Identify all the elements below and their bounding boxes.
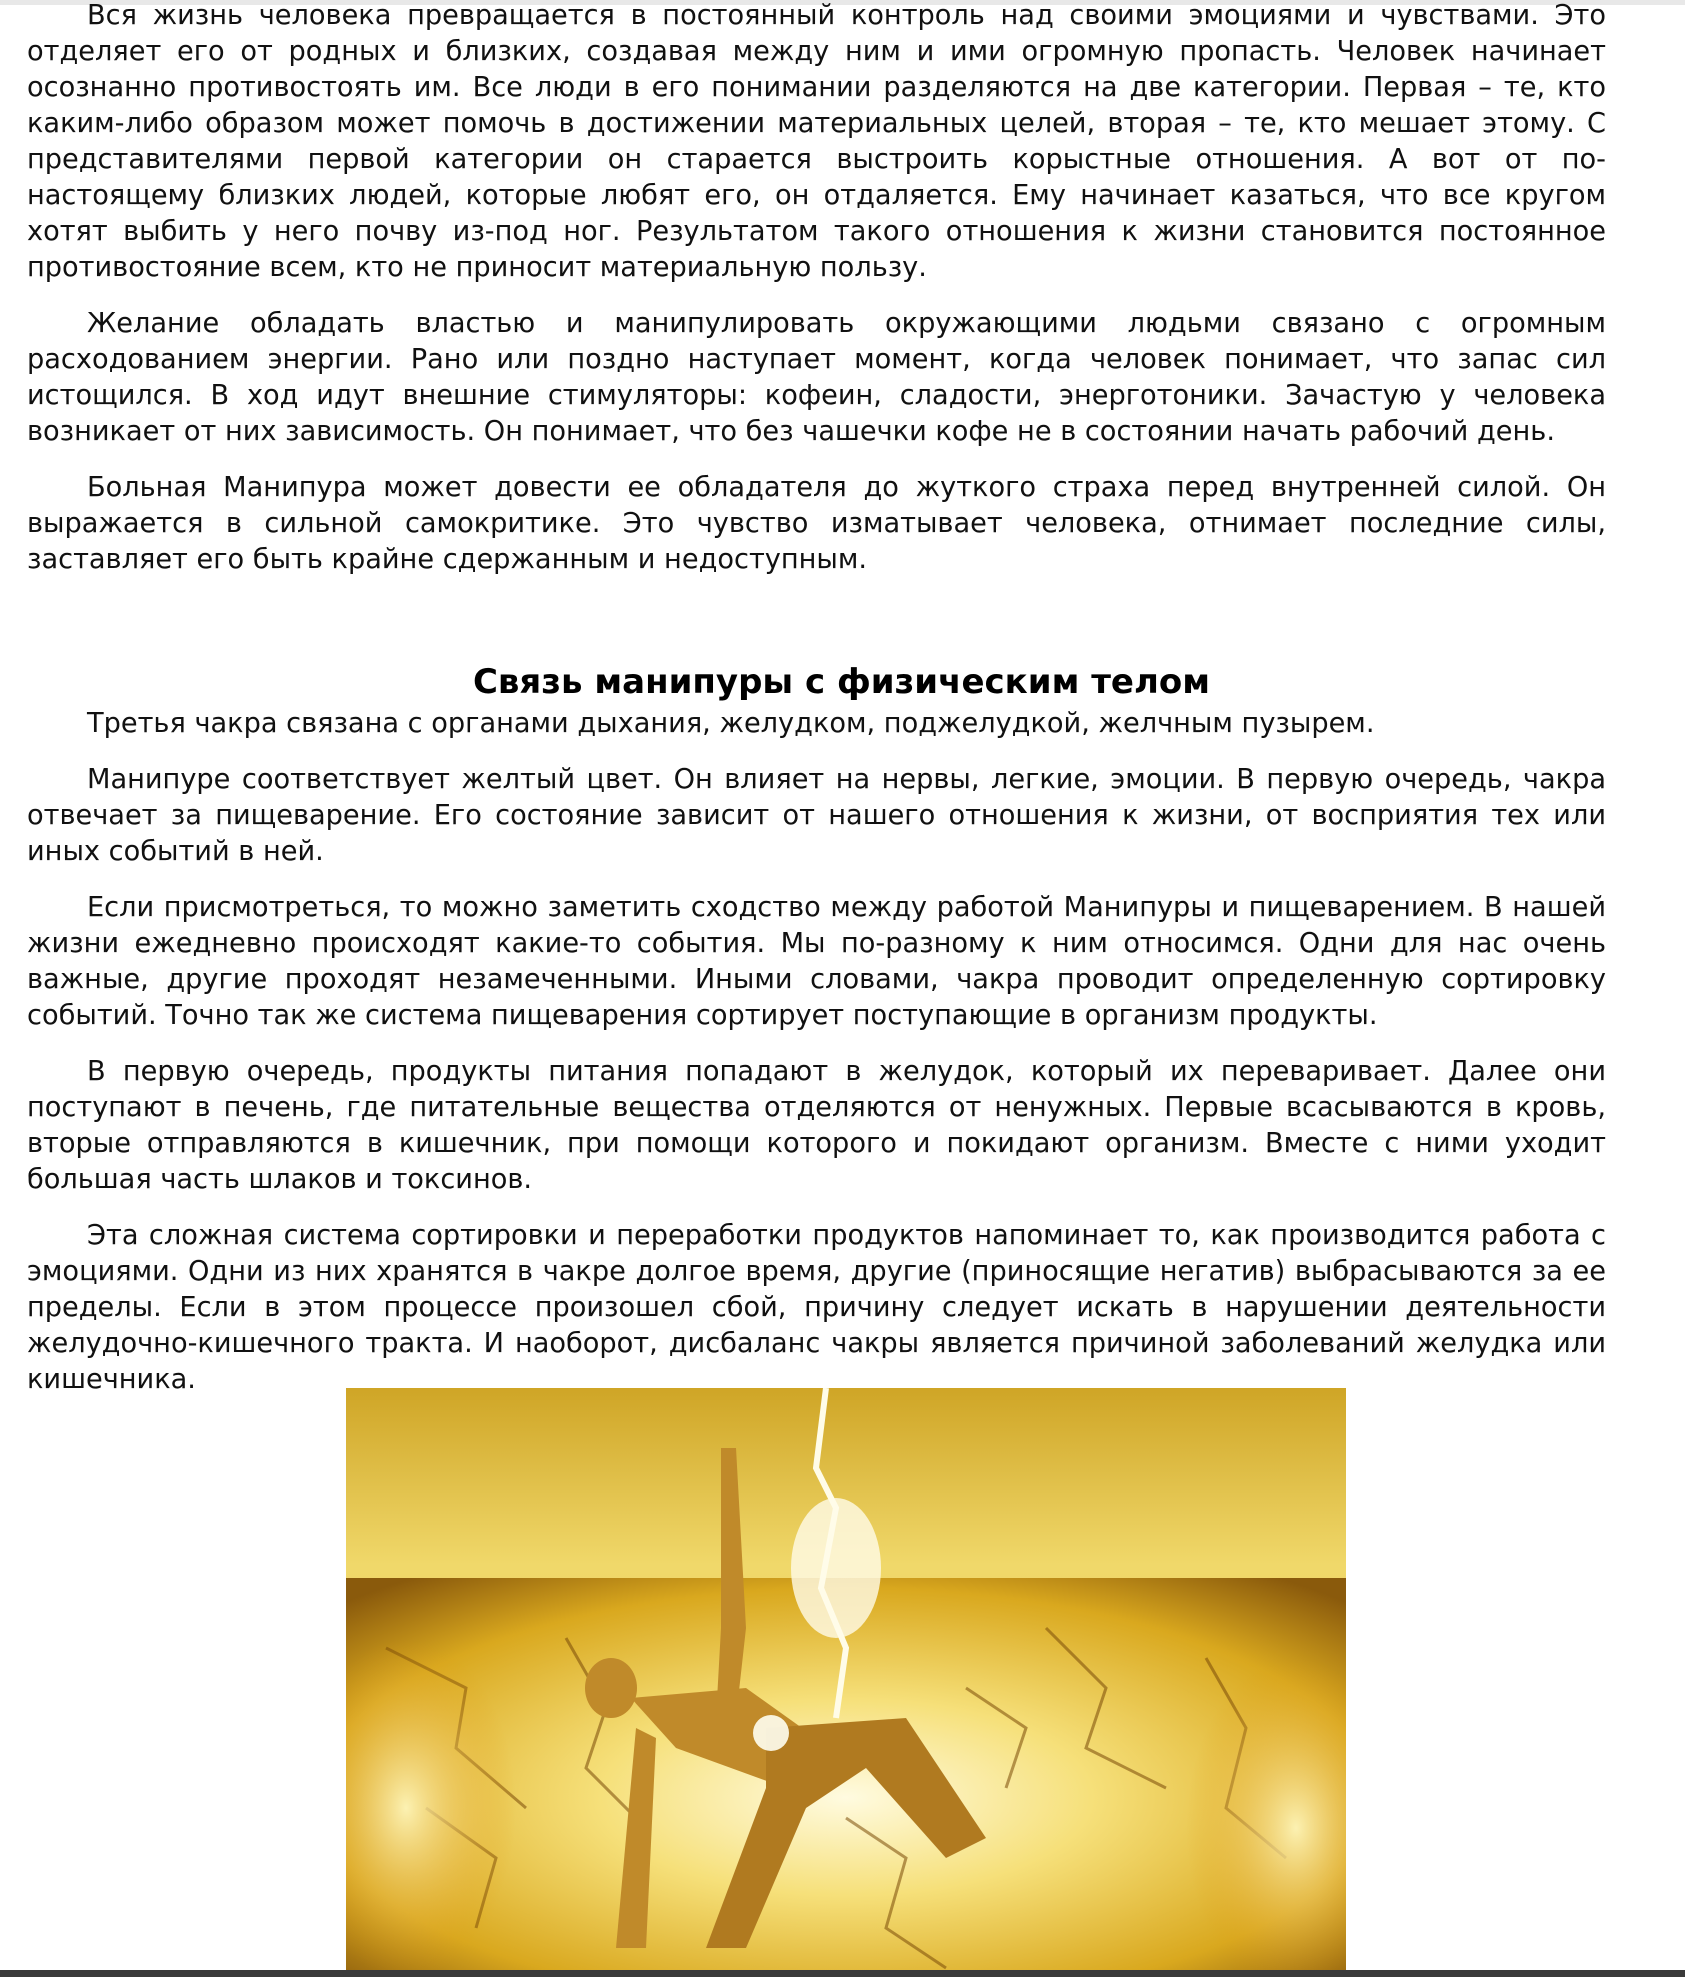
paragraph-control-emotions: Вся жизнь человека превращается в постоянный контроль над своими эмоциями и чувствами. Это отделяет его от родных и близких, создавая между ним и ими огромную пропасть. Человек начинает осознанно противостоять им. Все люди в его понимании разделяются на две категории. Первая – те, кто каким-либо образом может помочь в достижении материальных целей, вторая – те, кто мешает этому. С представителями первой категории он старается выстроить корыстные отношения. А вот от по-настоящему близких людей, которые любят его, он отдаляется. Ему начинает казаться, что все кругом хотят выбить у него почву из-под ног. Результатом такого отношения к жизни становится постоянное противостояние всем, кто не приносит материальную пользу. — [27, 0, 1606, 283]
section-title: Связь манипуры с физическим телом — [472, 662, 1211, 702]
yellow-chakra-yoga-figure-illustration — [346, 1388, 1346, 1977]
paragraph-power-energy: Желание обладать властью и манипулировать окружающими людьми связано с огромным расходованием энергии. Рано или поздно наступает момент, когда человек понимает, что запас сил истощился. В ход идут внешние стимуляторы: кофеин, сладости, энерготоники. Зачастую у человека возникает от них зависимость. Он понимает, что без чашечки кофе не в состоянии начать рабочий день. — [27, 308, 1606, 447]
paragraph-yellow-color: Манипуре соответствует желтый цвет. Он влияет на нервы, легкие, эмоции. В первую очередь, чакра отвечает за пищеварение. Его состояние зависит от нашего отношения к жизни, от восприятия тех или иных событий в ней. — [27, 764, 1606, 867]
bottom-border — [0, 1970, 1685, 1977]
paragraph-fear-inner-power: Больная Манипура может довести ее обладателя до жуткого страха перед внутренней силой. Он выражается в сильной самокритике. Это чувство изматывает человека, отнимает последние силы, заставляет его быть крайне сдержанным и недоступным. — [27, 472, 1606, 575]
energy-swirl — [791, 1498, 881, 1638]
paragraph-digestion-process: В первую очередь, продукты питания попадают в желудок, который их переваривает. Далее они поступают в печень, где питательные вещества отделяются от ненужных. Первые всасываются в кровь, вторые отправляются в кишечник, при помощи которого и покидают организм. Вместе с ними уходит большая часть шлаков и токсинов. — [27, 1056, 1606, 1195]
paragraph-emotion-sorting: Эта сложная система сортировки и переработки продуктов напоминает то, как производится работа с эмоциями. Одни из них хранятся в чакре долгое время, другие (приносящие негатив) выбрасываются за ее пределы. Если в этом процессе произошел сбой, причину следует искать в нарушении деятельности желудочно-кишечного тракта. И наоборот, дисбаланс чакры является причиной заболеваний желудка или кишечника. — [27, 1220, 1606, 1395]
paragraph-digestion-similarity: Если присмотреться, то можно заметить сходство между работой Манипуры и пищеварением. В нашей жизни ежедневно происходят какие-то события. Мы по-разному к ним относимся. Одни для нас очень важные, другие проходят незамеченными. Иными словами, чакра проводит определенную сортировку событий. Точно так же система пищеварения сортирует поступающие в организм продукты. — [27, 892, 1606, 1031]
chakra-illustration — [346, 1388, 1346, 1977]
solar-plexus-glow — [753, 1715, 789, 1751]
paragraph-organs: Третья чакра связана с органами дыхания, желудком, поджелудкой, желчным пузырем. — [87, 708, 1375, 739]
article-content — [27, 0, 1606, 1418]
